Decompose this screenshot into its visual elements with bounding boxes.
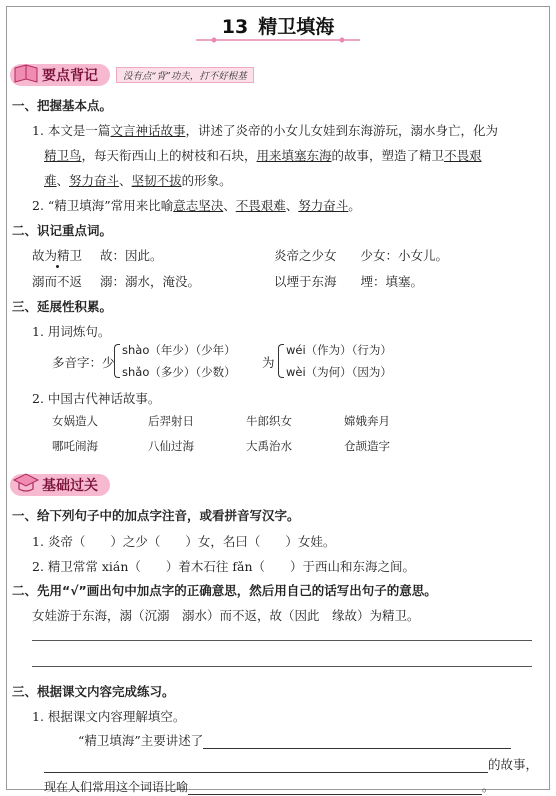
point-2: 2. “精卫填海”常用来比喻意志坚决、不畏艰难、努力奋斗。 [32,198,361,213]
polyphone-shao-2: shǎo（多少）（少数） [122,365,236,379]
brace-wei [278,344,284,378]
exercise-1-heading: 一、给下列句子中的加点字注音，或看拼音写汉字。 [12,508,300,523]
exercise-1-item-1: 1. 炎帝（ ）之少（ ）女，名曰（ ）女娃。 [32,534,336,549]
polyphone-wei-2: wèi（为何）（因为） [286,365,392,379]
brace-shao [114,344,120,378]
polyphone-label-shao: 多音字：少 [52,355,115,370]
banner-title: 要点背记 [42,68,98,84]
fill-blank[interactable] [203,735,511,749]
myth-item: 牛郎织女 [246,414,292,428]
answer-line[interactable] [32,640,532,641]
exercise-2-heading: 二、先用“√”画出句中加点字的正确意思，然后用自己的话写出句子的意思。 [12,583,437,598]
exercise-1-item-2: 2. 精卫常常 xián（ ）着木石往 fǎn（ ）于西山和东海之间。 [32,559,416,574]
polyphone-label-wei: 为 [262,355,275,370]
fill-blank[interactable] [188,783,482,795]
book-icon [12,60,40,86]
exercise-2-sentence: 女娃游于东海，溺（沉溺 溺水）而不返，故（因此 缘故）为精卫。 [32,608,420,623]
point-1-line-1: 1. 本文是一篇文言神话故事，讲述了炎帝的小女儿女娃到东海游玩，溺水身亡，化为 [32,123,498,138]
myth-item: 后羿射日 [148,414,194,428]
section-banner-key-points [10,62,254,88]
heading-key-words: 二、识记重点词。 [12,223,113,238]
myth-item: 哪吒闹海 [52,439,98,453]
fill-line-3: 现在人们常用这个词语比喻 。 [44,780,495,794]
section-banner-basics [10,472,110,498]
banner-title: 基础过关 [42,478,98,494]
polyphone-wei-1: wéi（作为）（行为） [286,343,392,357]
myth-item: 八仙过海 [148,439,194,453]
fill-line-1: “精卫填海”主要讲述了 [78,731,511,749]
sub-heading-words-sentences: 1. 用词炼句。 [32,324,111,339]
banner-tagline: 没有点“背”功夫，打不好根基 [116,67,254,83]
title-underline-decoration [196,34,360,44]
word-entry-3: 溺而不返 溺：溺水，淹没。 [32,274,201,289]
point-1-line-3: 难、努力奋斗、坚韧不拔的形象。 [44,173,232,188]
word-entry-1: 故为精卫 故：因此。 [32,248,163,263]
lesson-number: 13 [221,16,249,38]
myth-item: 女娲造人 [52,414,98,428]
exercise-3-item-1: 1. 根据课文内容理解填空。 [32,709,186,724]
heading-basic-points: 一、把握基本点。 [12,98,113,113]
word-entry-2: 炎帝之少女 少女：小女儿。 [274,248,449,263]
myth-item: 嫦娥奔月 [344,414,390,428]
myth-item: 仓颉造字 [344,439,390,453]
point-1-line-2: 精卫鸟，每天衔西山上的树枝和石块，用来填塞东海的故事，塑造了精卫不畏艰 [44,148,482,163]
polyphone-shao-1: shào（年少）（少年） [122,343,236,357]
sub-heading-myths: 2. 中国古代神话故事。 [32,391,161,406]
lesson-name: 精卫填海 [258,16,335,38]
word-entry-4: 以堙于东海 堙：填塞。 [274,274,424,289]
myth-item: 大禹治水 [246,439,292,453]
fill-blank[interactable] [44,759,488,773]
answer-line[interactable] [32,666,532,667]
graduation-cap-icon [12,470,40,496]
exercise-3-heading: 三、根据课文内容完成练习。 [12,684,175,699]
heading-extension: 三、延展性积累。 [12,299,113,314]
fill-line-2: 的故事， [44,755,538,773]
